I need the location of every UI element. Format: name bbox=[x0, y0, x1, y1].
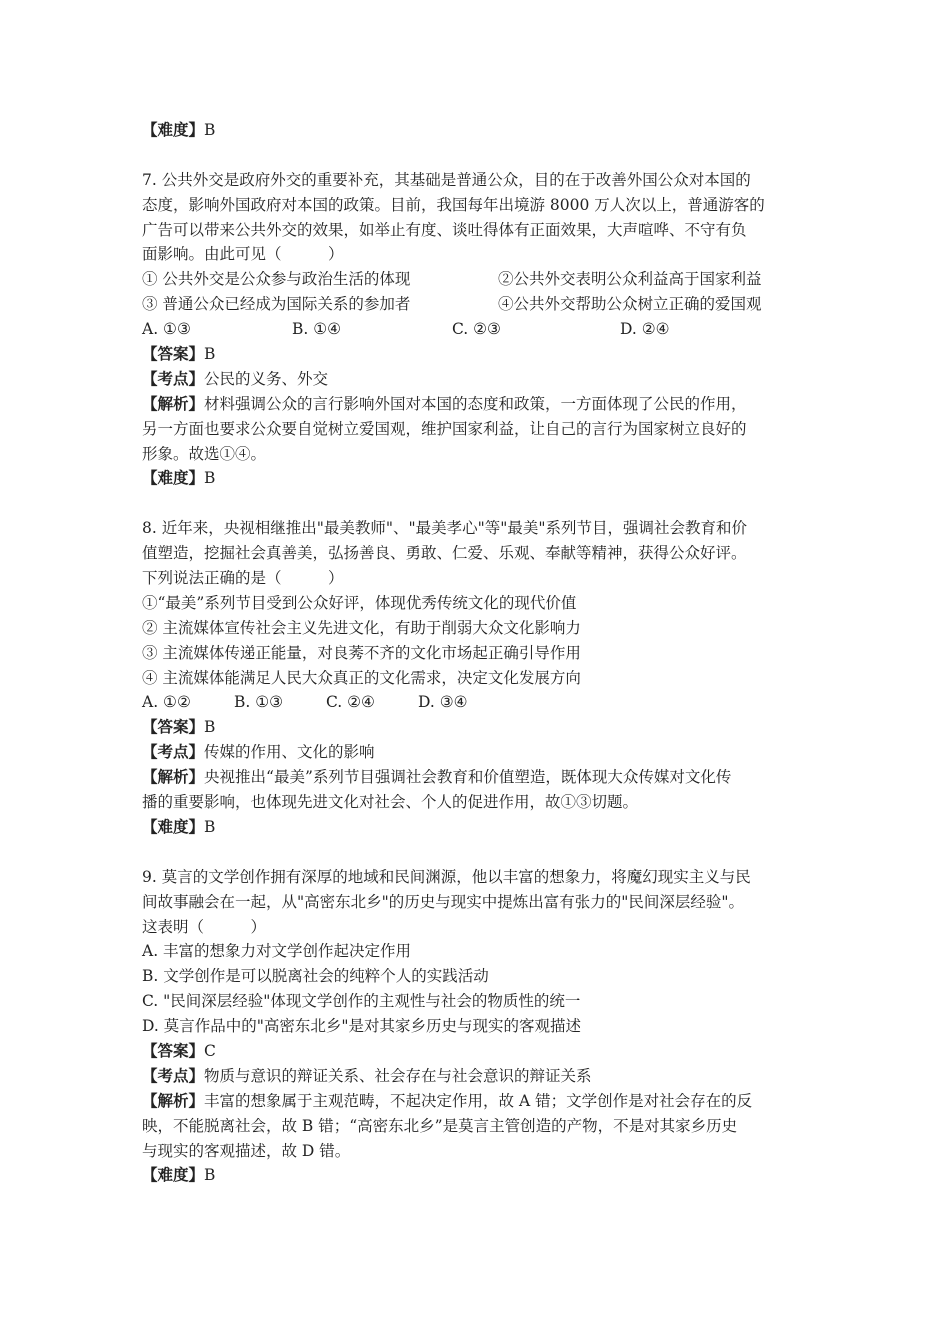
q9-analysis-line: 映，不能脱离社会，故 B 错；“高密东北乡”是莫言主管创造的产物，不是对其家乡历史 bbox=[142, 1116, 738, 1135]
q8-point-line bbox=[142, 740, 812, 765]
q7-answer-line bbox=[142, 342, 812, 367]
difficulty-tag: 【难度】 bbox=[142, 816, 205, 836]
q8-analysis-line bbox=[142, 765, 812, 790]
question-8 bbox=[142, 516, 812, 840]
analysis-tag: 【解析】 bbox=[142, 393, 205, 413]
q8-choice-d: D. ③④ bbox=[418, 693, 468, 712]
q7-stem-line: 面影响。由此可见（ ） bbox=[142, 245, 344, 264]
q9-stem-line: 这表明（ ） bbox=[142, 917, 267, 936]
spacer bbox=[142, 143, 812, 168]
q7-statement-row bbox=[142, 292, 812, 317]
q7-choice-d: D. ②④ bbox=[620, 320, 670, 339]
answer-tag: 【答案】 bbox=[142, 1040, 205, 1060]
q7-statement-row bbox=[142, 267, 812, 292]
point-tag: 【考点】 bbox=[142, 742, 205, 762]
point-value: 物质与意识的辩证关系、社会存在与社会意识的辩证关系 bbox=[204, 1066, 592, 1085]
analysis-tag: 【解析】 bbox=[142, 767, 205, 787]
q7-choice-c: C. ②③ bbox=[452, 320, 501, 339]
q7-analysis-line bbox=[142, 392, 812, 417]
q8-statement: ①“最美”系列节目受到公众好评，体现优秀传统文化的现代价值 bbox=[142, 593, 577, 612]
q8-stem-line: 8. 近年来，央视相继推出"最美教师"、"最美孝心"等"最美"系列节目，强调社会教育和价 bbox=[142, 519, 747, 538]
q6-difficulty-line bbox=[142, 118, 812, 143]
q7-stem-line: 7. 公共外交是政府外交的重要补充，其基础是普通公众，目的在于改善外国公众对本国的 bbox=[142, 170, 751, 189]
q8-statement: ② 主流媒体宣传社会主义先进文化，有助于削弱大众文化影响力 bbox=[142, 618, 581, 637]
point-value: 传媒的作用、文化的影响 bbox=[204, 743, 375, 762]
analysis-text: 丰富的想象属于主观范畴，不起决定作用，故 A 错；文学创作是对社会存在的反 bbox=[204, 1091, 753, 1110]
spacer bbox=[142, 840, 812, 865]
analysis-text: 材料强调公众的言行影响外国对本国的态度和政策，一方面体现了公民的作用， bbox=[204, 394, 747, 413]
q8-answer-line bbox=[142, 715, 812, 740]
question-9 bbox=[142, 865, 812, 1189]
q9-option-a: A. 丰富的想象力对文学创作起决定作用 bbox=[142, 942, 412, 961]
q8-statement: ③ 主流媒体传递正能量，对良莠不齐的文化市场起正确引导作用 bbox=[142, 643, 581, 662]
answer-value: B bbox=[204, 718, 216, 737]
q9-analysis-line: 与现实的客观描述，故 D 错。 bbox=[142, 1141, 351, 1160]
difficulty-value: B bbox=[204, 817, 216, 836]
q7-choice-b: B. ①④ bbox=[292, 320, 342, 339]
q9-difficulty-line bbox=[142, 1163, 812, 1188]
q7-difficulty-line bbox=[142, 466, 812, 491]
q9-stem-line: 间故事融会在一起，从"高密东北乡"的历史与现实中提炼出富有张力的"民间深层经验"。 bbox=[142, 892, 745, 911]
question-7 bbox=[142, 168, 812, 492]
answer-value: C bbox=[204, 1041, 216, 1060]
difficulty-value: B bbox=[204, 469, 216, 488]
spacer bbox=[142, 491, 812, 516]
q9-stem-line: 9. 莫言的文学创作拥有深厚的地域和民间渊源，他以丰富的想象力，将魔幻现实主义与民 bbox=[142, 867, 751, 886]
q8-choice-b: B. ①③ bbox=[234, 693, 284, 712]
answer-tag: 【答案】 bbox=[142, 717, 205, 737]
point-tag: 【考点】 bbox=[142, 1065, 205, 1085]
q9-option-d: D. 莫言作品中的"高密东北乡"是对其家乡历史与现实的客观描述 bbox=[142, 1017, 581, 1036]
q7-stem-line: 态度，影响外国政府对本国的政策。目前，我国每年出境游 8000 万人次以上，普通游客的 bbox=[142, 195, 765, 214]
answer-value: B bbox=[204, 345, 216, 364]
point-tag: 【考点】 bbox=[142, 368, 205, 388]
q8-difficulty-line bbox=[142, 815, 812, 840]
q7-statement: ②公共外交表明公众利益高于国家利益 bbox=[498, 270, 762, 289]
difficulty-value: B bbox=[204, 1166, 216, 1185]
q8-stem-line: 值塑造，挖掘社会真善美，弘扬善良、勇敢、仁爱、乐观、奉献等精神，获得公众好评。 bbox=[142, 544, 747, 563]
q7-analysis-line: 形象。故选①④。 bbox=[142, 444, 267, 463]
q7-statement: ① 公共外交是公众参与政治生活的体现 bbox=[142, 270, 411, 289]
q9-answer-line bbox=[142, 1039, 812, 1064]
q8-analysis-line: 播的重要影响，也体现先进文化对社会、个人的促进作用，故①③切题。 bbox=[142, 793, 639, 812]
analysis-text: 央视推出“最美”系列节目强调社会教育和价值塑造，既体现大众传媒对文化传 bbox=[204, 768, 732, 787]
q9-analysis-line bbox=[142, 1089, 812, 1114]
q8-stem-line: 下列说法正确的是（ ） bbox=[142, 569, 344, 588]
q8-statement: ④ 主流媒体能满足人民大众真正的文化需求，决定文化发展方向 bbox=[142, 668, 581, 687]
q7-choices bbox=[142, 317, 812, 342]
q7-point-line bbox=[142, 367, 812, 392]
q7-analysis-line: 另一方面也要求公众要自觉树立爱国观，维护国家利益，让自己的言行为国家树立良好的 bbox=[142, 419, 747, 438]
difficulty-tag: 【难度】 bbox=[142, 120, 205, 139]
point-value: 公民的义务、外交 bbox=[204, 369, 329, 388]
q9-option-c: C. "民间深层经验"体现文学创作的主观性与社会的物质性的统一 bbox=[142, 992, 581, 1011]
difficulty-tag: 【难度】 bbox=[142, 468, 205, 488]
q8-choice-c: C. ②④ bbox=[326, 693, 375, 712]
analysis-tag: 【解析】 bbox=[142, 1090, 205, 1110]
answer-tag: 【答案】 bbox=[142, 344, 205, 364]
q7-stem-line: 广告可以带来公共外交的效果，如举止有度、谈吐得体有正面效果，大声喧哗、不守有负 bbox=[142, 220, 747, 239]
q8-choices bbox=[142, 690, 812, 715]
difficulty-value: B bbox=[204, 121, 216, 139]
q7-statement: ④公共外交帮助公众树立正确的爱国观 bbox=[498, 295, 762, 314]
q7-choice-a: A. ①③ bbox=[142, 320, 191, 339]
document-page bbox=[142, 118, 812, 1188]
difficulty-tag: 【难度】 bbox=[142, 1165, 205, 1185]
q9-option-b: B. 文学创作是可以脱离社会的纯粹个人的实践活动 bbox=[142, 967, 489, 986]
q8-choice-a: A. ①② bbox=[142, 693, 191, 712]
q9-point-line bbox=[142, 1064, 812, 1089]
q7-statement: ③ 普通公众已经成为国际关系的参加者 bbox=[142, 295, 411, 314]
